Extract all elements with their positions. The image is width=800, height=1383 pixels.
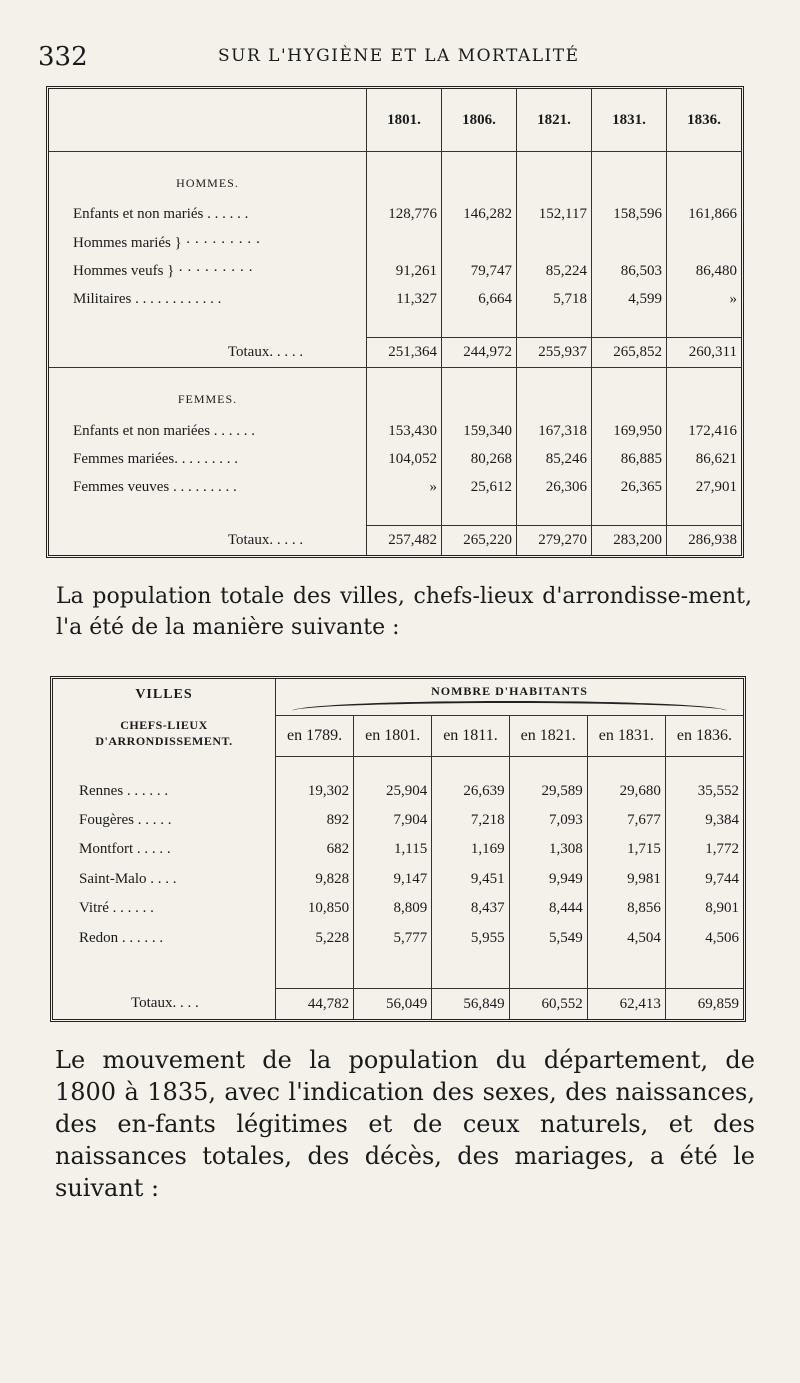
value-cell: 26,306 <box>517 473 592 501</box>
value-cell: 104,052 <box>367 445 442 473</box>
running-header <box>38 40 758 74</box>
empty-cell <box>665 757 743 777</box>
table-row <box>53 923 743 952</box>
row-label: Enfants et non mariés . . . . . . <box>73 206 249 223</box>
value-cell: 1,772 <box>665 835 743 864</box>
year-header: 1801. <box>367 89 442 152</box>
value-cell: 11,327 <box>367 286 442 314</box>
empty-cell <box>367 502 442 526</box>
value-cell: » <box>667 286 742 314</box>
value-cell: 26,639 <box>432 777 509 806</box>
total-value-cell: 69,859 <box>665 989 743 1019</box>
town-label: Vitré . . . . . . <box>53 894 276 923</box>
empty-cell <box>432 757 509 777</box>
value-cell: 7,093 <box>509 806 587 835</box>
town-label: Saint-Malo . . . . <box>53 865 276 894</box>
empty-cell <box>442 152 517 201</box>
empty-cell <box>432 953 509 989</box>
paragraph-2: Le mouvement de la population du département, de 1800 à 1835, avec l'indication des sexes, des naissances, des en-fants légitimes et de ceux naturels, et des naissances totales, des décès, des mariages, a été le suivant : <box>55 1046 755 1202</box>
empty-cell <box>667 368 742 417</box>
table-row <box>49 201 741 229</box>
value-cell: 29,589 <box>509 777 587 806</box>
total-value-cell: 56,849 <box>432 989 509 1019</box>
value-cell: 5,228 <box>276 923 354 952</box>
value-cell: 1,115 <box>354 835 432 864</box>
year-header-row <box>49 89 741 152</box>
empty-cell <box>592 368 667 417</box>
spacer-row <box>53 757 743 777</box>
value-cell: 9,147 <box>354 865 432 894</box>
year-header: en 1801. <box>354 716 432 757</box>
spacer-cell <box>49 314 367 338</box>
value-cell: 5,777 <box>354 923 432 952</box>
value-cell: 9,981 <box>587 865 665 894</box>
towns-header-label: VILLES <box>135 687 193 702</box>
town-population-grid <box>53 679 743 1019</box>
total-value-cell: 283,200 <box>592 526 667 555</box>
value-cell: 892 <box>276 806 354 835</box>
row-label: Hommes mariés } · · · · · · · · · <box>73 234 261 251</box>
value-cell: 1,169 <box>432 835 509 864</box>
section-title-row <box>49 368 741 417</box>
total-value-cell: 60,552 <box>509 989 587 1019</box>
spacer-row <box>53 953 743 989</box>
row-label: Militaires . . . . . . . . . . . . <box>73 291 222 308</box>
row-label: Femmes mariées. . . . . . . . . <box>73 450 238 467</box>
year-header: en 1831. <box>587 716 665 757</box>
table-row <box>49 257 741 285</box>
value-cell: 86,621 <box>667 445 742 473</box>
empty-cell <box>667 502 742 526</box>
town-population-table <box>50 676 746 1022</box>
value-cell: 8,437 <box>432 894 509 923</box>
total-value-cell: 251,364 <box>367 338 442 368</box>
towns-column-header <box>53 679 276 757</box>
empty-cell <box>517 152 592 201</box>
town-label: Montfort . . . . . <box>53 835 276 864</box>
section-title-row <box>49 152 741 201</box>
section-title: FEMMES. <box>177 392 238 407</box>
total-value-cell: 44,782 <box>276 989 354 1019</box>
brace-decoration <box>292 701 727 711</box>
empty-cell <box>276 757 354 777</box>
value-cell: 8,856 <box>587 894 665 923</box>
value-cell <box>517 229 592 257</box>
value-cell: 9,828 <box>276 865 354 894</box>
value-cell: 7,677 <box>587 806 665 835</box>
arrondissement-header-label: D'ARRONDISSEMENT. <box>95 734 233 748</box>
spacer-row <box>49 502 741 526</box>
value-cell: 86,885 <box>592 445 667 473</box>
year-header: en 1821. <box>509 716 587 757</box>
year-header: 1806. <box>442 89 517 152</box>
total-value-cell: 279,270 <box>517 526 592 555</box>
value-cell: 4,599 <box>592 286 667 314</box>
value-cell: 10,850 <box>276 894 354 923</box>
value-cell: 7,218 <box>432 806 509 835</box>
value-cell: 161,866 <box>667 201 742 229</box>
total-value-cell: 257,482 <box>367 526 442 555</box>
population-by-sex-grid <box>49 89 741 555</box>
total-label: Totaux. . . . <box>53 989 276 1019</box>
value-cell: 80,268 <box>442 445 517 473</box>
empty-cell <box>354 757 432 777</box>
section-title: HOMMES. <box>176 175 239 190</box>
table-row <box>53 777 743 806</box>
year-header: 1821. <box>517 89 592 152</box>
inhabitants-header-label: NOMBRE D'HABITANTS <box>431 683 588 698</box>
value-cell: 86,503 <box>592 257 667 285</box>
value-cell: 9,451 <box>432 865 509 894</box>
value-cell: 91,261 <box>367 257 442 285</box>
value-cell: 128,776 <box>367 201 442 229</box>
value-cell: 27,901 <box>667 473 742 501</box>
page-number: 332 <box>38 42 88 72</box>
value-cell: 167,318 <box>517 417 592 445</box>
value-cell <box>667 229 742 257</box>
value-cell: 169,950 <box>592 417 667 445</box>
value-cell: 1,308 <box>509 835 587 864</box>
empty-cell <box>667 152 742 201</box>
year-header: 1836. <box>667 89 742 152</box>
total-row <box>53 989 743 1019</box>
table-row <box>53 894 743 923</box>
spacer-cell <box>49 502 367 526</box>
total-value-cell: 286,938 <box>667 526 742 555</box>
table-row <box>49 417 741 445</box>
running-head: SUR L'HYGIÈNE ET LA MORTALITÉ <box>218 46 580 66</box>
empty-cell <box>367 152 442 201</box>
value-cell: 35,552 <box>665 777 743 806</box>
inhabitants-header <box>276 679 744 716</box>
empty-cell <box>367 314 442 338</box>
value-cell: 79,747 <box>442 257 517 285</box>
value-cell: 29,680 <box>587 777 665 806</box>
table-row <box>53 806 743 835</box>
total-value-cell: 265,852 <box>592 338 667 368</box>
value-cell: 9,384 <box>665 806 743 835</box>
empty-cell <box>587 757 665 777</box>
row-label: Enfants et non mariées . . . . . . <box>73 422 256 439</box>
value-cell: 6,664 <box>442 286 517 314</box>
value-cell: 26,365 <box>592 473 667 501</box>
table-row <box>53 865 743 894</box>
paragraph-1: La population totale des villes, chefs-lieux d'arrondisse-ment, l'a été de la manière suivante : <box>56 584 752 640</box>
town-label: Rennes . . . . . . <box>53 777 276 806</box>
label-column-header <box>49 89 367 152</box>
table-row <box>49 229 741 257</box>
population-by-sex-table <box>46 86 744 558</box>
total-value-cell: 244,972 <box>442 338 517 368</box>
value-cell: 9,949 <box>509 865 587 894</box>
town-label: Fougères . . . . . <box>53 806 276 835</box>
value-cell <box>442 229 517 257</box>
value-cell: 152,117 <box>517 201 592 229</box>
value-cell: 682 <box>276 835 354 864</box>
value-cell: 5,549 <box>509 923 587 952</box>
value-cell: 7,904 <box>354 806 432 835</box>
year-header: en 1811. <box>432 716 509 757</box>
empty-cell <box>592 502 667 526</box>
value-cell <box>367 229 442 257</box>
value-cell: 85,246 <box>517 445 592 473</box>
empty-cell <box>509 757 587 777</box>
value-cell: 4,506 <box>665 923 743 952</box>
empty-cell <box>276 953 354 989</box>
year-header: 1831. <box>592 89 667 152</box>
empty-cell <box>665 953 743 989</box>
total-value-cell: 56,049 <box>354 989 432 1019</box>
total-label: Totaux. . . . . <box>49 338 367 368</box>
value-cell: 146,282 <box>442 201 517 229</box>
town-label: Redon . . . . . . <box>53 923 276 952</box>
value-cell <box>592 229 667 257</box>
value-cell: 4,504 <box>587 923 665 952</box>
value-cell: 25,612 <box>442 473 517 501</box>
value-cell: 85,224 <box>517 257 592 285</box>
empty-cell <box>592 152 667 201</box>
table-row <box>53 835 743 864</box>
value-cell: 86,480 <box>667 257 742 285</box>
row-label: Hommes veufs } · · · · · · · · · <box>73 262 254 279</box>
total-value-cell: 255,937 <box>517 338 592 368</box>
value-cell: 1,715 <box>587 835 665 864</box>
value-cell: 159,340 <box>442 417 517 445</box>
empty-cell <box>354 953 432 989</box>
value-cell: 5,955 <box>432 923 509 952</box>
value-cell: 9,744 <box>665 865 743 894</box>
empty-cell <box>517 502 592 526</box>
total-row <box>49 526 741 555</box>
empty-cell <box>587 953 665 989</box>
value-cell: 172,416 <box>667 417 742 445</box>
total-label: Totaux. . . . . <box>227 531 304 548</box>
value-cell: 5,718 <box>517 286 592 314</box>
value-cell: 8,444 <box>509 894 587 923</box>
chefs-lieux-header-label: CHEFS-LIEUX <box>120 718 208 732</box>
value-cell: 19,302 <box>276 777 354 806</box>
empty-cell <box>517 314 592 338</box>
value-cell: 158,596 <box>592 201 667 229</box>
total-value-cell: 260,311 <box>667 338 742 368</box>
spacer-row <box>49 314 741 338</box>
table-row <box>49 286 741 314</box>
row-label: Femmes veuves . . . . . . . . . <box>73 479 237 496</box>
empty-cell <box>509 953 587 989</box>
year-header: en 1836. <box>665 716 743 757</box>
empty-cell <box>667 314 742 338</box>
value-cell: 25,904 <box>354 777 432 806</box>
value-cell: » <box>367 473 442 501</box>
value-cell: 8,809 <box>354 894 432 923</box>
empty-cell <box>517 368 592 417</box>
empty-cell <box>592 314 667 338</box>
empty-cell <box>367 368 442 417</box>
spacer-cell <box>53 953 276 989</box>
empty-cell <box>442 368 517 417</box>
empty-cell <box>442 314 517 338</box>
total-value-cell: 265,220 <box>442 526 517 555</box>
spacer-cell <box>53 757 276 777</box>
total-row <box>49 338 741 368</box>
total-value-cell: 62,413 <box>587 989 665 1019</box>
value-cell: 153,430 <box>367 417 442 445</box>
table-row <box>49 445 741 473</box>
empty-cell <box>442 502 517 526</box>
value-cell: 8,901 <box>665 894 743 923</box>
year-header: en 1789. <box>276 716 354 757</box>
table-row <box>49 473 741 501</box>
